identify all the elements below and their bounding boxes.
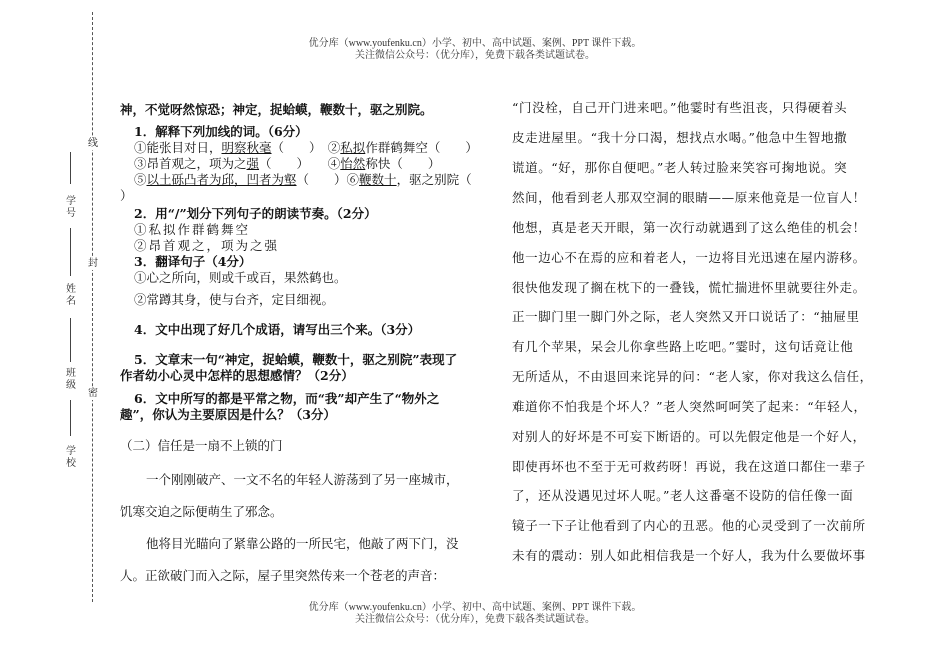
q1b-middle: （ ） ④	[259, 156, 341, 171]
question-3-sentence-b: ②常蹲其身，使与台齐，定目细视。	[134, 292, 335, 307]
question-3-sentence-a: ①心之所向，则或千或百，果然鹤也。	[134, 270, 347, 285]
story-line-4: 然间，他看到老人那双空洞的眼睛——原来他竟是一位盲人！	[512, 190, 866, 205]
story-line-8: 正一脚门里一脚门外之际，老人突然又开口说话了：“抽屉里	[512, 309, 860, 324]
q1a-prefix: ①能张目对日，	[134, 140, 222, 155]
question-1: 1．解释下列加线的词。（6分）	[134, 124, 308, 139]
question-2-sentence-a: ①私拟作群鹤舞空	[134, 222, 251, 237]
footer-line-2: 关注微信公众号：（优分库），免费下载各类试题试卷。	[355, 614, 595, 625]
story-line-11: 难道你不怕我是个坏人？”老人突然呵呵笑了起来：“年轻人，	[512, 399, 867, 414]
story-line-1: “门没栓，自己开门进来吧。”他霎时有些沮丧，只得硬着头	[512, 100, 848, 115]
q1c-underlined: 以土砾凸者为邱，凹者为壑	[146, 172, 297, 187]
question-4: 4．文中出现了好几个成语，请写出三个来。（3分）	[134, 322, 421, 337]
question-6-line-1: 6．文中所写的都是平常之物，而“我”却产生了“物外之	[134, 391, 440, 406]
page-header	[0, 38, 950, 62]
q1a-underlined-2: 私拟	[340, 140, 366, 155]
q1a-underlined: 明察秋毫	[221, 140, 272, 155]
question-5-line-2: 作者幼小心灵中怎样的思想感情？（2分）	[120, 368, 354, 383]
student-no-rule	[70, 152, 71, 184]
q1b-suffix: 称快（ ）	[365, 156, 441, 171]
q1b-prefix: ③昂首观之，项为之	[134, 156, 247, 171]
passage-p1-line-2: 饥寒交迫之际便萌生了邪念。	[120, 504, 283, 519]
name-rule	[70, 228, 71, 276]
story-line-5: 他想，真是老天开眼，第一次行动就遇到了这么绝佳的机会！	[512, 220, 866, 235]
passage-p2-line-1: 他将目光瞄向了紧靠公路的一所民宅，他敲了两下门，没	[146, 536, 459, 551]
question-1-items-c	[134, 170, 472, 188]
story-line-10: 无所适从，不由退回来诧异的问：“老人家，你对我这么信任，	[512, 369, 873, 384]
footer-line-1: 优分库（www.youfenku.cn）小学、初中、高中试题、案例、PPT 课件下载。	[308, 602, 642, 613]
question-2: 2．用“/”划分下列句子的朗读节奏。（2分）	[134, 206, 377, 221]
binding-line-char: 线	[88, 138, 98, 149]
story-line-6: 他一边心不在焉的应和着老人，一边将目光迅速在屋内游移。	[512, 250, 866, 265]
story-line-7: 很快他发现了搁在枕下的一叠钱，慌忙揣进怀里就要往外走。	[512, 280, 866, 295]
passage-p1-line-1: 一个刚刚破产、一文不名的年轻人游荡到了另一座城市，	[146, 472, 459, 487]
q1c-underlined-2: 鞭数十	[359, 172, 397, 187]
story-line-12: 对别人的好坏是不可妄下断语的。可以先假定他是一个好人，	[512, 429, 866, 444]
story-line-15: 镜子一下子让他看到了内心的丑恶。他的心灵受到了一次前所	[512, 518, 866, 533]
story-line-3: 谎道。“好，那你自便吧。”老人转过脸来笑容可掬地说。突	[512, 160, 848, 175]
school-rule	[70, 400, 71, 436]
q1c-suffix: ，驱之别院（	[396, 172, 472, 187]
question-6-line-2: 趣”，你认为主要原因是什么？（3分）	[120, 407, 336, 422]
section-2-title: （二）信任是一扇不上锁的门	[120, 438, 283, 453]
passage-p2-line-2: 人。正欲破门而入之际，屋子里突然传来一个苍老的声音：	[120, 568, 446, 583]
binding-seal-char: 封	[88, 258, 98, 269]
q1b-underlined: 强	[246, 156, 260, 171]
student-no-label: 学号	[66, 196, 76, 219]
story-line-13: 即使再坏也不至于无可救药呀！再说，我在这道口都住一辈子	[512, 459, 866, 474]
question-5-line-1: 5．文章末一句“神定，捉蛤蟆，鞭数十，驱之别院”表现了	[134, 352, 458, 367]
binding-dense-char: 密	[88, 388, 98, 399]
story-line-16: 未有的震动：别人如此相信我是一个好人，我为什么要做坏事	[512, 548, 866, 563]
q1c-prefix: ⑤	[134, 172, 147, 187]
passage-last-line: 神，不觉呀然惊恐；神定，捉蛤蟆，鞭数十，驱之别院。	[120, 102, 433, 117]
page-footer	[0, 602, 950, 626]
story-line-9: 有几个苹果，呆会儿你拿些路上吃吧。”霎时，这句话竟让他	[512, 339, 854, 354]
q1a-middle: （ ） ②	[271, 140, 341, 155]
school-label: 学校	[66, 446, 76, 469]
class-label: 班级	[66, 368, 76, 391]
question-1-items-c-tail: ）	[120, 188, 133, 203]
header-line-1: 优分库（www.youfenku.cn）小学、初中、高中试题、案例、PPT 课件下载。	[308, 38, 642, 49]
header-line-2: 关注微信公众号：（优分库），免费下载各类试题试卷。	[355, 50, 595, 61]
question-3: 3．翻译句子（4分）	[134, 254, 252, 269]
question-2-sentence-b: ②昂首观之，项为之强	[134, 238, 280, 253]
story-line-2: 皮走进屋里。“我十分口渴，想找点水喝。”他急中生智地撒	[512, 130, 848, 145]
name-label: 姓名	[66, 284, 76, 307]
binding-dashed-line	[92, 12, 93, 602]
q1c-middle: （ ）⑥	[296, 172, 360, 187]
q1b-underlined-2: 怡然	[340, 156, 366, 171]
class-rule	[70, 318, 71, 362]
story-line-14: 了，还从没遇见过坏人呢。”老人这番毫不设防的信任像一面	[512, 488, 854, 503]
q1a-suffix: 作群鹤舞空（ ）	[365, 140, 478, 155]
